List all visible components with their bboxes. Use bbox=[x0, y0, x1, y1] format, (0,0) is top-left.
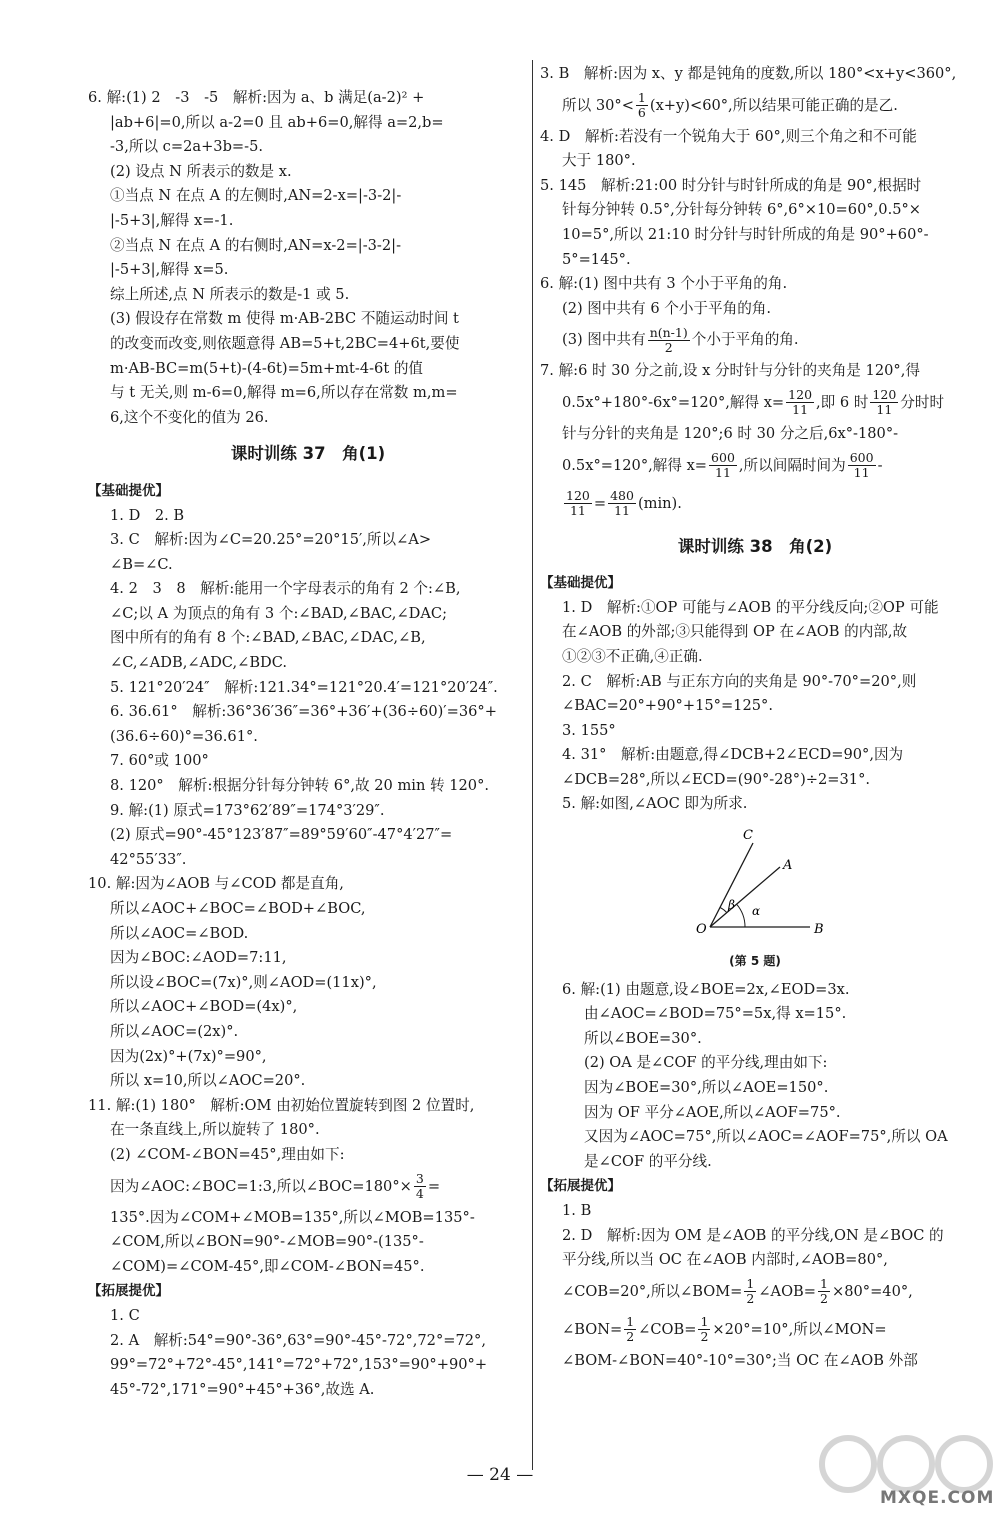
text-line-with-fraction bbox=[540, 447, 970, 485]
section-title-38: 课时训练 38 角(2) bbox=[677, 536, 833, 556]
text-line: ∠BOM-∠BON=40°-10°=30°;当 OC 在∠AOB 外部 bbox=[562, 1351, 918, 1369]
numerator: 1 bbox=[820, 1276, 828, 1292]
numerator: 1 bbox=[626, 1314, 635, 1330]
angle-figure bbox=[540, 821, 970, 949]
text-line: 7. 60°或 100° bbox=[110, 752, 209, 770]
denominator: 2 bbox=[820, 1291, 828, 1307]
text-line: 所以∠AOC=∠BOD. bbox=[110, 924, 249, 942]
text-line: 3. C 解析:因为∠C=20.25°=20°15′,所以∠A> bbox=[110, 531, 432, 549]
section-title-37: 课时训练 37 角(1) bbox=[230, 444, 386, 464]
text-line: 6. 解:(1) 由题意,设∠BOE=2x,∠EOD=3x. bbox=[562, 980, 850, 998]
text-line: ∠DCB=28°,所以∠ECD=(90°-28°)÷2=31°. bbox=[562, 770, 871, 788]
column-divider bbox=[532, 60, 533, 1470]
denominator: 2 bbox=[700, 1329, 709, 1345]
text-line-with-fraction bbox=[540, 384, 970, 422]
numerator: 120 bbox=[788, 387, 813, 403]
text-line: (3) 假设存在常数 m 使得 m·AB-2BC 不随运动时间 t bbox=[110, 310, 459, 328]
label-A: A bbox=[783, 858, 793, 874]
text-line: 42°55′33″. bbox=[110, 850, 187, 868]
text-line: 在∠AOB 的外部;③只能得到 OP 在∠AOB 的内部,故 bbox=[562, 623, 908, 641]
text-line: 4. 2 3 8 解析:能用一个字母表示的角有 2 个:∠B, bbox=[110, 580, 461, 598]
text-line-with-fraction bbox=[88, 1168, 528, 1206]
denominator: 2 bbox=[626, 1329, 635, 1345]
section-basic-heading: 【基础提优】 bbox=[88, 482, 169, 499]
fraction bbox=[648, 326, 690, 355]
text-span: = bbox=[427, 1177, 441, 1195]
text-line: m·AB-BC=m(5+t)-(4-6t)=5m+mt-4-6t 的值 bbox=[110, 359, 424, 377]
text-line: 2. D 解析:因为 OM 是∠AOB 的平分线,ON 是∠BOC 的 bbox=[562, 1226, 944, 1244]
text-line: (2) OA 是∠COF 的平分线,理由如下: bbox=[584, 1054, 828, 1072]
text-line: 11. 解:(1) 180° 解析:OM 由初始位置旋转到图 2 位置时, bbox=[88, 1096, 475, 1114]
text-line: 所以∠AOC=(2x)°. bbox=[110, 1022, 239, 1040]
text-line: 与 t 无关,则 m-6=0,解得 m=6,所以存在常数 m,m= bbox=[110, 384, 458, 402]
text-line: 9. 解:(1) 原式=173°62′89″=174°3′29″. bbox=[110, 801, 385, 819]
arc-beta bbox=[720, 907, 727, 912]
text-line: 10=5°,所以 21:10 时分针与时针所成的角是 90°+60°- bbox=[562, 225, 929, 243]
numerator: 3 bbox=[415, 1171, 424, 1187]
text-line: 是∠COF 的平分线. bbox=[584, 1152, 712, 1170]
denominator: 11 bbox=[853, 465, 870, 481]
text-line: 4. D 解析:若没有一个锐角大于 60°,则三个角之和不可能 bbox=[540, 127, 917, 145]
text-line: 2. C 解析:AB 与正东方向的夹角是 90°-70°=20°,则 bbox=[562, 672, 917, 690]
ray-OC bbox=[710, 843, 753, 927]
text-line: 135°.因为∠COM+∠MOB=135°,所以∠MOB=135°- bbox=[110, 1208, 475, 1226]
text-line: 6. 解:(1) 图中共有 3 个小于平角的角. bbox=[540, 275, 788, 293]
text-line: 6. 36.61° 解析:36°36′36″=36°+36′+(36÷60)′=36°+ bbox=[110, 703, 497, 721]
denominator: 11 bbox=[614, 503, 630, 519]
text-line: 4. 31° 解析:由题意,得∠DCB+2∠ECD=90°,因为 bbox=[562, 746, 904, 764]
text-line: (2) 图中共有 6 个小于平角的角. bbox=[562, 299, 772, 317]
text-line: 5. 121°20′24″ 解析:121.34°=121°20.4′=121°20′24″. bbox=[110, 678, 498, 696]
denominator: 2 bbox=[664, 339, 673, 355]
text-span: - bbox=[877, 456, 883, 474]
text-line: 5. 145 解析:21:00 时分针与时针所成的角是 90°,根据时 bbox=[540, 176, 922, 194]
text-line: 所以∠AOC+∠BOC=∠BOD+∠BOC, bbox=[110, 900, 366, 917]
text-line: 2. A 解析:54°=90°-36°,63°=90°-45°-72°,72°=72°, bbox=[110, 1331, 486, 1349]
q6-block bbox=[88, 86, 528, 430]
text-span: 0.5x°+180°-6x°=120°,解得 x= bbox=[562, 393, 785, 411]
fraction bbox=[608, 489, 636, 518]
text-line: 6,这个不变化的值为 26. bbox=[110, 408, 269, 426]
text-line: 所以∠AOC+∠BOD=(4x)°, bbox=[110, 998, 298, 1016]
text-line: 因为 OF 平分∠AOE,所以∠AOF=75°. bbox=[584, 1103, 841, 1121]
fraction bbox=[414, 1172, 426, 1201]
left-column bbox=[88, 86, 528, 1402]
fraction bbox=[698, 1315, 710, 1344]
text-line: 图中所有的角有 8 个:∠BAD,∠BAC,∠DAC,∠B, bbox=[110, 629, 426, 647]
text-line: -3,所以 c=2a+3b=-5. bbox=[110, 138, 264, 156]
text-line: ∠COM,所以∠BON=90°-∠MOB=90°-(135°- bbox=[110, 1233, 424, 1251]
arc-alpha bbox=[737, 904, 745, 927]
text-line: (2) ∠COM-∠BON=45°,理由如下: bbox=[110, 1145, 345, 1163]
basic-block bbox=[88, 504, 528, 1280]
text-span: ×80°=40°, bbox=[831, 1282, 913, 1300]
text-line: 针与分针的夹角是 120°;6 时 30 分之后,6x°-180°- bbox=[562, 424, 899, 442]
text-line: |-5+3|,解得 x=5. bbox=[110, 261, 229, 279]
fraction bbox=[870, 388, 898, 417]
text-span: 分时时 bbox=[900, 393, 945, 411]
text-line: 5°=145°. bbox=[562, 250, 631, 268]
fraction bbox=[848, 451, 876, 480]
text-line: 1. B bbox=[562, 1202, 592, 1219]
text-line: ∠B=∠C. bbox=[110, 555, 173, 573]
fraction bbox=[624, 1315, 636, 1344]
label-O: O bbox=[696, 922, 707, 938]
numerator: 1 bbox=[637, 90, 646, 106]
text-span: ,即 6 时 bbox=[816, 393, 869, 411]
text-line: ①当点 N 在点 A 的左侧时,AN=2-x=|-3-2|- bbox=[110, 187, 402, 205]
section-basic-heading: 【基础提优】 bbox=[540, 575, 621, 592]
text-line: 45°-72°,171°=90°+45°+36°,故选 A. bbox=[110, 1380, 375, 1398]
ray-OA bbox=[710, 867, 780, 927]
text-span: 所以 30°< bbox=[562, 96, 634, 114]
text-line: 8. 120° 解析:根据分针每分钟转 6°,故 20 min 转 120°. bbox=[110, 777, 490, 795]
denominator: 11 bbox=[876, 402, 893, 418]
page-number: — 24 — bbox=[466, 1465, 534, 1485]
text-line: 1. D 解析:①OP 可能与∠AOB 的平分线反向;②OP 可能 bbox=[562, 598, 939, 616]
text-span: 个小于平角的角. bbox=[691, 331, 799, 349]
text-span: 0.5x°=120°,解得 x= bbox=[562, 456, 708, 474]
text-span: (x+y)<60°,所以结果可能正确的是乙. bbox=[649, 96, 898, 114]
numerator: 480 bbox=[610, 488, 634, 504]
text-span: ∠COB= bbox=[638, 1320, 697, 1338]
figure-caption: (第 5 题) bbox=[729, 954, 781, 969]
text-line-with-fraction bbox=[540, 321, 970, 359]
numerator: 600 bbox=[849, 450, 874, 466]
text-line: 7. 解:6 时 30 分之前,设 x 分时针与分针的夹角是 120°,得 bbox=[540, 362, 920, 380]
denominator: 11 bbox=[715, 465, 731, 481]
section-ext-heading: 【拓展提优】 bbox=[88, 1283, 169, 1300]
text-line: |-5+3|,解得 x=-1. bbox=[110, 211, 234, 229]
text-line-with-fraction bbox=[540, 485, 970, 523]
text-line-with-fraction bbox=[540, 1311, 970, 1349]
text-line: 因为(2x)°+(7x)°=90°, bbox=[110, 1047, 267, 1065]
text-line: 所以设∠BOC=(7x)°,则∠AOD=(11x)°, bbox=[110, 973, 377, 991]
angle-diagram bbox=[540, 821, 970, 949]
fraction bbox=[744, 1277, 756, 1306]
fraction bbox=[564, 489, 592, 518]
text-line: 又因为∠AOC=75°,所以∠AOC=∠AOF=75°,所以 OA bbox=[584, 1128, 948, 1146]
ext-block bbox=[88, 1304, 528, 1402]
denominator: 6 bbox=[637, 105, 646, 121]
numerator: 1 bbox=[700, 1314, 709, 1330]
text-span: = bbox=[593, 494, 607, 512]
text-line: 3. B 解析:因为 x、y 都是钝角的度数,所以 180°<x+y<360°, bbox=[540, 65, 957, 82]
label-beta: β bbox=[728, 898, 735, 913]
text-line: 的改变而改变,则依题意得 AB=5+t,2BC=4+6t,要使 bbox=[110, 334, 460, 352]
text-span: 因为∠AOC:∠BOC=1:3,所以∠BOC=180°× bbox=[110, 1177, 412, 1195]
text-span: ∠COB=20°,所以∠BOM= bbox=[562, 1282, 743, 1300]
section-ext-heading: 【拓展提优】 bbox=[540, 1178, 621, 1195]
text-line: ∠BAC=20°+90°+15°=125°. bbox=[562, 697, 773, 715]
text-line: 1. D 2. B bbox=[110, 506, 185, 524]
numerator: 120 bbox=[566, 488, 590, 504]
text-line: 1. C bbox=[110, 1306, 140, 1324]
numerator: 1 bbox=[746, 1276, 755, 1292]
text-line: 因为∠BOE=30°,所以∠AOE=150°. bbox=[584, 1079, 829, 1097]
numerator: 600 bbox=[711, 450, 735, 466]
denominator: 2 bbox=[746, 1291, 755, 1307]
text-line-with-fraction bbox=[540, 1273, 970, 1311]
text-line: (36.6÷60)°=36.61°. bbox=[110, 727, 258, 745]
text-line: 大于 180°. bbox=[562, 152, 636, 170]
text-line: 平分线,所以当 OC 在∠AOB 内部时,∠AOB=80°, bbox=[562, 1251, 888, 1269]
denominator: 11 bbox=[792, 402, 809, 418]
denominator: 11 bbox=[569, 503, 586, 519]
text-span: ×20°=10°,所以∠MON= bbox=[712, 1320, 887, 1338]
text-span: (min). bbox=[637, 494, 682, 512]
text-line: 3. 155° bbox=[562, 721, 616, 739]
text-span: ∠AOB= bbox=[758, 1282, 817, 1300]
text-line: 99°=72°+72°-45°,141°=72°+72°,153°=90°+90°+ bbox=[110, 1356, 488, 1374]
text-line: (2) 设点 N 所表示的数是 x. bbox=[110, 162, 292, 180]
text-span: ∠BON= bbox=[562, 1320, 623, 1338]
text-line: 所以∠BOE=30°. bbox=[584, 1029, 702, 1047]
numerator: 120 bbox=[872, 387, 897, 403]
text-line: ∠COM)=∠COM-45°,即∠COM-∠BON=45°. bbox=[110, 1257, 425, 1275]
text-line: ∠C,∠ADB,∠ADC,∠BDC. bbox=[110, 654, 288, 672]
fraction bbox=[636, 91, 648, 120]
text-line: 10. 解:因为∠AOB 与∠COD 都是直角, bbox=[88, 875, 344, 893]
fraction bbox=[818, 1277, 830, 1306]
text-line: (2) 原式=90°-45°123′87″=89°59′60″-47°4′27″= bbox=[110, 826, 453, 844]
text-span: ,所以间隔时间为 bbox=[738, 456, 846, 474]
text-line-with-fraction bbox=[540, 87, 970, 125]
text-span: (3) 图中共有 bbox=[562, 331, 646, 349]
text-line: 所以 x=10,所以∠AOC=20°. bbox=[110, 1072, 306, 1090]
denominator: 4 bbox=[415, 1186, 424, 1202]
text-line: 由∠AOC=∠BOD=75°=5x,得 x=15°. bbox=[584, 1005, 847, 1023]
text-line: ∠C;以 A 为顶点的角有 3 个:∠BAD,∠BAC,∠DAC; bbox=[110, 604, 447, 622]
text-line: 综上所述,点 N 所表示的数是-1 或 5. bbox=[110, 285, 350, 303]
label-B: B bbox=[814, 922, 824, 938]
text-line: 因为∠BOC:∠AOD=7:11, bbox=[110, 949, 287, 967]
text-line: 针每分钟转 0.5°,分针每分钟转 6°,6°×10=60°,0.5°× bbox=[562, 201, 922, 219]
watermark-text: MXQE.COM bbox=[880, 1488, 995, 1508]
text-line: 6. 解:(1) 2 -3 -5 解析:因为 a、b 满足(a-2)² + bbox=[88, 89, 425, 106]
fraction bbox=[786, 388, 814, 417]
fraction bbox=[709, 451, 737, 480]
right-column bbox=[540, 62, 970, 1373]
label-alpha: α bbox=[752, 904, 761, 919]
numerator: n(n-1) bbox=[649, 324, 688, 340]
text-line: 5. 解:如图,∠AOC 即为所求. bbox=[562, 795, 748, 813]
text-line: ①②③不正确,④正确. bbox=[562, 647, 703, 665]
label-C: C bbox=[743, 828, 753, 844]
text-line: |ab+6|=0,所以 a-2=0 且 ab+6=0,解得 a=2,b= bbox=[110, 113, 444, 131]
text-line: ②当点 N 在点 A 的右侧时,AN=x-2=|-3-2|- bbox=[110, 236, 401, 254]
text-line: 在一条直线上,所以旋转了 180°. bbox=[110, 1121, 320, 1139]
